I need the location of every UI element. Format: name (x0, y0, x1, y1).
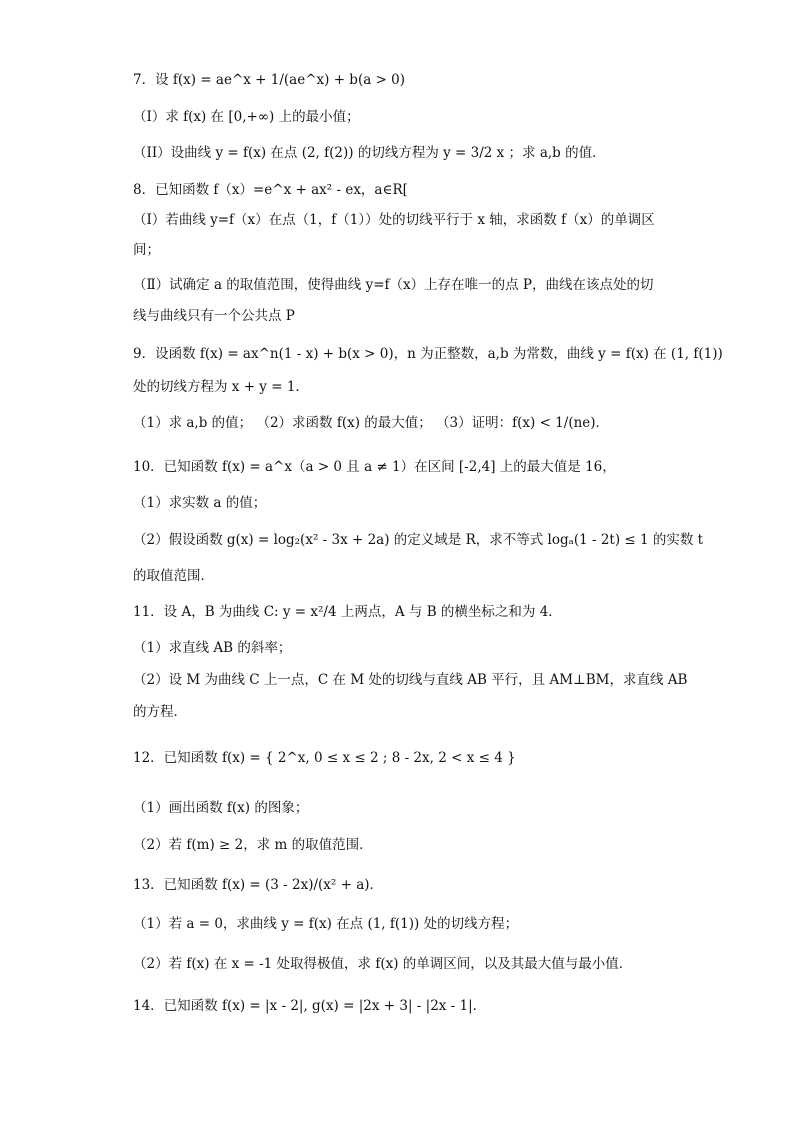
problem-13-part-2: （2）若 f(x) 在 x = -1 处取得极值，求 f(x) 的单调区间，以及其最大值与最小值． (133, 956, 633, 972)
problem-7-part-1: （I）求 f(x) 在 [0,+∞) 上的最小值； (133, 109, 360, 125)
problem-8-part-2: （Ⅱ）试确定 a 的取值范围，使得曲线 y=f（x）上存在唯一的点 P，曲线在该点处的切 (133, 277, 654, 293)
problem-7-part-2: （II）设曲线 y = f(x) 在点 (2, f(2)) 的切线方程为 y = 3/2 x ；求 a,b 的值． (133, 145, 606, 161)
problem-10-part-2: （2）假设函数 g(x) = log₂(x² - 3x + 2a) 的定义域是 R，求不等式 logₐ(1 - 2t) ≤ 1 的实数 t (133, 532, 704, 548)
problem-11-part-1: （1）求直线 AB 的斜率； (133, 640, 292, 656)
problem-11-part-2-cont: 的方程． (133, 704, 187, 720)
problem-10-part-2-cont: 的取值范围． (133, 568, 214, 584)
problem-12-part-2: （2）若 f(m) ≥ 2，求 m 的取值范围． (133, 837, 373, 853)
problem-8-part-2-cont: 线与曲线只有一个公共点 P (133, 308, 295, 324)
problem-9-statement-cont: 处的切线方程为 x + y = 1． (133, 379, 309, 395)
problem-13-statement: 13．已知函数 f(x) = (3 - 2x)/(x² + a)． (133, 877, 384, 893)
problem-8-statement: 8．已知函数 f（x）=e^x + ax² - ex，a∈R[ (133, 182, 408, 198)
problem-7-statement: 7．设 f(x) = ae^x + 1/(ae^x) + b(a > 0) (133, 72, 406, 88)
problem-9-parts: （1）求 a,b 的值； （2）求函数 f(x) 的最大值； （3）证明：f(x) < 1/(ne)． (133, 415, 610, 431)
problem-14-statement: 14．已知函数 f(x) = |x - 2|, g(x) = |2x + 3| - |2x - 1|． (133, 998, 487, 1014)
problem-10-statement: 10．已知函数 f(x) = a^x（a > 0 且 a ≠ 1）在区间 [-2,4] 上的最大值是 16， (133, 459, 616, 475)
problem-12-statement: 12．已知函数 f(x) = { 2^x, 0 ≤ x ≤ 2 ; 8 - 2x, 2 < x ≤ 4 } (133, 750, 516, 766)
problem-11-part-2: （2）设 M 为曲线 C 上一点，C 在 M 处的切线与直线 AB 平行，且 AM⊥BM，求直线 AB (133, 672, 688, 688)
problem-11-statement: 11．设 A，B 为曲线 C: y = x²/4 上两点，A 与 B 的横坐标之和为 4． (133, 604, 562, 620)
problem-9-statement: 9．设函数 f(x) = ax^n(1 - x) + b(x > 0)，n 为正整数，a,b 为常数，曲线 y = f(x) 在 (1, f(1)) (133, 346, 723, 362)
problem-8-part-1-cont: 间； (133, 242, 160, 258)
problem-10-part-1: （1）求实数 a 的值； (133, 495, 267, 511)
problem-13-part-1: （1）若 a = 0，求曲线 y = f(x) 在点 (1, f(1)) 处的切线方程； (133, 916, 519, 932)
problem-12-part-1: （1）画出函数 f(x) 的图象； (133, 800, 309, 816)
problem-8-part-1: （Ⅰ）若曲线 y=f（x）在点（1，f（1））处的切线平行于 x 轴，求函数 f（x）的单调区 (133, 212, 655, 228)
